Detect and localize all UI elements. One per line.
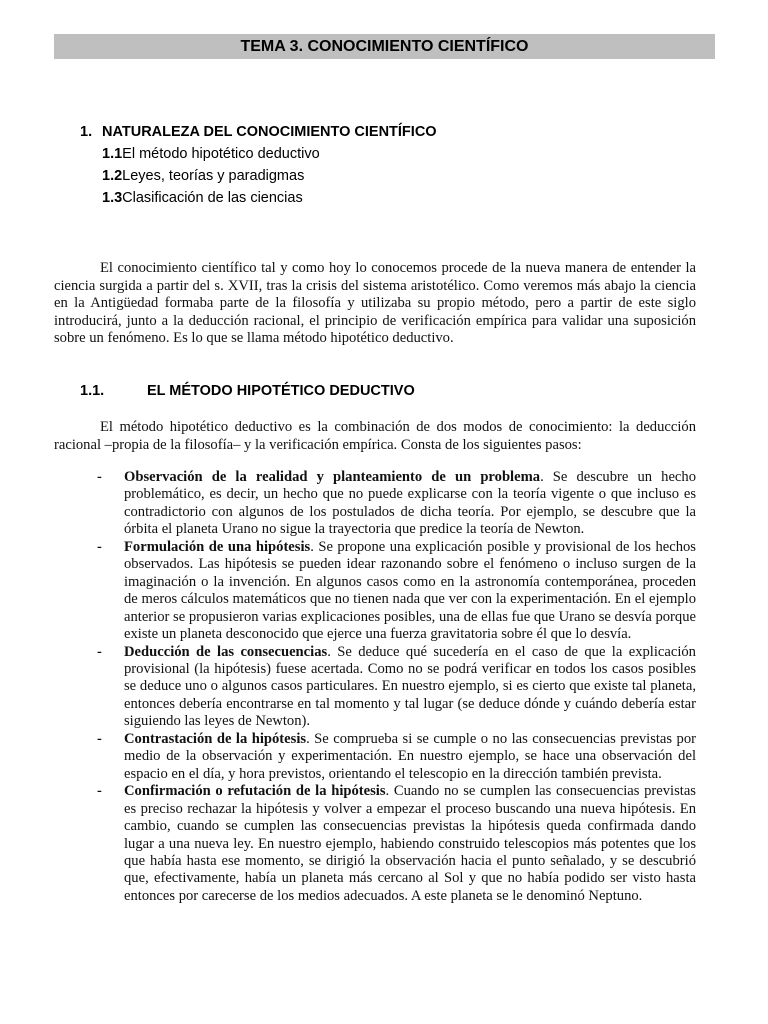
toc-main-number: 1. bbox=[80, 124, 93, 140]
page-title-bar bbox=[54, 34, 715, 59]
step-title: Deducción de las consecuencias bbox=[124, 643, 328, 660]
toc-sub-item bbox=[80, 187, 437, 209]
intro-paragraph: El conocimiento científico tal y como hoy lo conocemos procede de la nueva manera de entender la ciencia surgida a partir del s. XVII, tras la crisis del sistema aristotélico. Como veremos más abajo la ciencia en la Antigüedad formaba parte de la filosofía y utilizaba su propio método, pero a partir de este siglo introducirá, junto a la deducción racional, el principio de verificación empírica para validar una suposición sobre un fenómeno. Es lo que se llama método hipotético deductivo. bbox=[54, 260, 696, 347]
toc-sub-number: 1.2 bbox=[102, 168, 123, 184]
list-bullet-dash: - bbox=[97, 469, 102, 485]
method-step bbox=[97, 783, 696, 905]
method-steps-list bbox=[97, 469, 696, 905]
toc-sub-number: 1.1 bbox=[102, 146, 123, 162]
toc-sub-label: El método hipotético deductivo bbox=[122, 146, 320, 162]
method-step bbox=[97, 539, 696, 644]
step-text: . Se comprueba si se cumple o no las consecuencias previstas por medio de la observación y experimentación. En nuestro ejemplo, se hace una observación del espacio en el día, y hora previstos, orientando el telescopio en la dirección también prevista. bbox=[124, 730, 697, 782]
method-step bbox=[97, 731, 696, 783]
method-step bbox=[97, 469, 696, 539]
step-title: Observación de la realidad y planteamiento de un problema bbox=[124, 469, 541, 485]
toc-sub-label: Leyes, teorías y paradigmas bbox=[122, 168, 305, 184]
list-bullet-dash: - bbox=[97, 538, 102, 555]
toc-main-item bbox=[80, 121, 437, 143]
toc-sub-number: 1.3 bbox=[102, 190, 123, 206]
list-bullet-dash: - bbox=[97, 643, 102, 660]
toc-sub-item bbox=[80, 165, 437, 187]
toc-sub-label: Clasificación de las ciencias bbox=[122, 190, 303, 206]
step-text: . Cuando no se cumplen las consecuencias previstas es preciso rechazar la hipótesis y volver a empezar el proceso buscando una nueva hipótesis. En cambio, cuando se cumplen las consecuencias previstas la hipótesis queda confirmada dando lugar a una nueva ley. En nuestro ejemplo, habiendo construido telescopios más potentes que los que había hasta ese momento, se dirigió la observación hacia el punto señalado, y se descubrió que, efectivamente, había un planeta más cercano al Sol y que no había podido ser visto hasta entonces por carecerse de los medios adecuados. A este planeta se le denominó Neptuno. bbox=[124, 783, 696, 904]
step-text: . Se descubre un hecho problemático, es decir, un hecho que no puede explicarse con la teoría vigente o que incluso es contradictorio con algunos de los postulados de dicha teoría. Por ejemplo, se descubre que la órbita el planeta Urano no sigue la trayectoria que predice la teoría de Newton. bbox=[124, 469, 697, 538]
step-title: Formulación de una hipótesis bbox=[124, 538, 311, 555]
section-lead-paragraph: El método hipotético deductivo es la combinación de dos modos de conocimiento: la deducción racional –propia de la filosofía– y la verificación empírica. Consta de los siguientes pasos: bbox=[54, 419, 696, 453]
page-title: TEMA 3. CONOCIMIENTO CIENTÍFICO bbox=[240, 37, 529, 55]
method-step bbox=[97, 644, 696, 731]
section-heading bbox=[80, 383, 415, 399]
list-bullet-dash: - bbox=[97, 783, 102, 800]
list-bullet-dash: - bbox=[97, 730, 102, 747]
step-text: . Se deduce qué sucedería en el caso de que la explicación provisional (la hipótesis) fuese acertada. Como no se podrá verificar en todos los casos posibles se deduce uno o algunos casos particulares. En nuestro ejemplo, si es cierto que existe tal planeta, entonces debería encontrarse en tal momento y tal lugar (se deduce dónde y cuándo debería estar siguiendo las leyes de Newton). bbox=[124, 643, 696, 730]
step-title: Confirmación o refutación de la hipótesis bbox=[124, 783, 386, 800]
step-text: . Se propone una explicación posible y provisional de los hechos observados. Las hipótesis se pueden idear razonando sobre el fenómeno o incluso surgen de la imaginación o la invención. En algunos casos como en la astronomía contemporánea, proceden de meros cálculos matemáticos que no tienen nada que ver con la experimentación. En el ejemplo anterior se propusieron varias explicaciones posibles, una de ellas fue que Urano se desvía porque existe un planeta desconocido que ejerce una fuerza gravitatoria sobre él que lo desvía. bbox=[124, 538, 696, 643]
section-title: EL MÉTODO HIPOTÉTICO DEDUCTIVO bbox=[147, 383, 415, 399]
table-of-contents bbox=[80, 121, 437, 209]
step-title: Contrastación de la hipótesis bbox=[124, 730, 307, 747]
section-number: 1.1. bbox=[80, 383, 105, 399]
toc-main-label: NATURALEZA DEL CONOCIMIENTO CIENTÍFICO bbox=[102, 124, 437, 140]
toc-sub-item bbox=[80, 143, 437, 165]
